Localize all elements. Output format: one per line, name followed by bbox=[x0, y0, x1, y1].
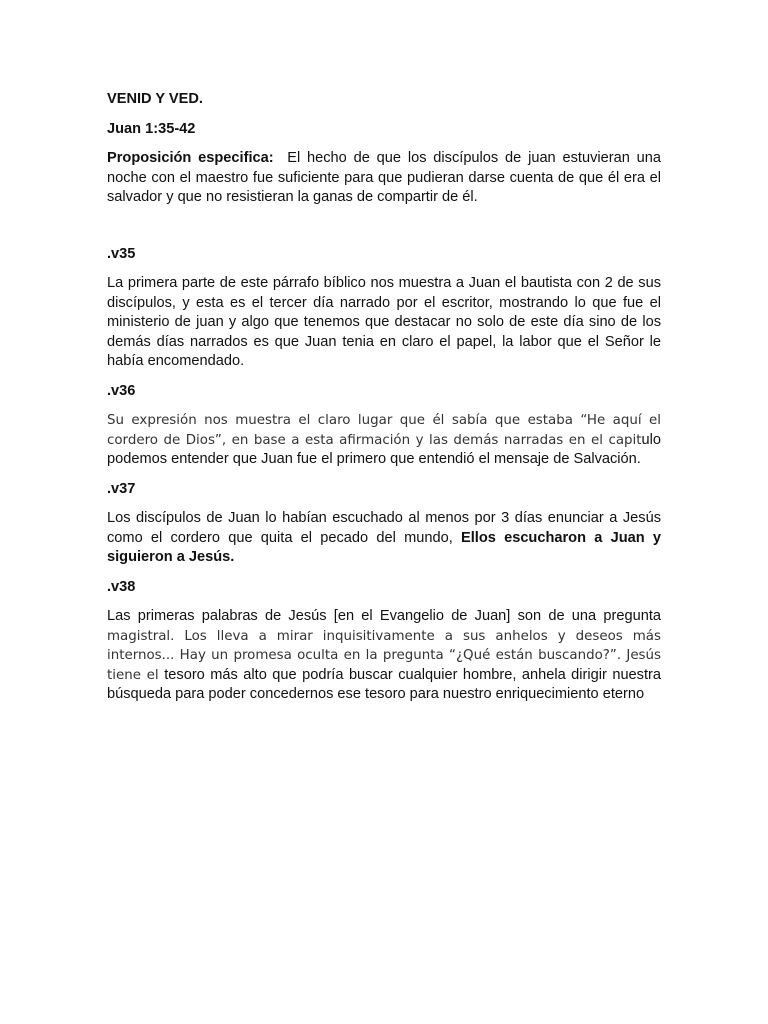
proposition-paragraph bbox=[107, 149, 661, 208]
scripture-reference: Juan 1:35-42 bbox=[107, 120, 196, 137]
verse-36-text: ulo podemos entender que Juan fue el primero que entendió el mensaje de Salvación. bbox=[107, 431, 661, 467]
verse-paragraph-36 bbox=[107, 411, 661, 470]
document-page bbox=[107, 90, 661, 715]
verse-heading-38: .v38 bbox=[107, 578, 136, 595]
verse-paragraph-37 bbox=[107, 509, 661, 568]
verse-36-light-text: Su expresión nos muestra el claro lugar que él sabía que estaba “He aquí el cordero de Dios”, en base a esta afirmación y las demás narradas en el capit bbox=[107, 413, 661, 448]
verse-heading-35: .v35 bbox=[107, 245, 136, 262]
proposition-text: El hecho de que los discípulos de juan estuvieran una noche con el maestro fue suficiente para que pudieran darse cuenta de que él era el salvador y que no resistieran la ganas de compartir de él. bbox=[107, 150, 661, 205]
verse-37-bold-text: Ellos escucharon a Juan y siguieron a Jesús. bbox=[107, 529, 661, 565]
verse-38-light-text: magistral. Los lleva a mirar inquisitivamente a sus anhelos y deseos más internos... Hay un promesa oculta en la pregunta “¿Qué están buscando?”. Jesús tiene el bbox=[107, 628, 661, 683]
verse-37-text: Los discípulos de Juan lo habían escuchado al menos por 3 días enunciar a Jesús como el cordero que quita el pecado del mundo, bbox=[107, 510, 661, 546]
verse-38-text: Las primeras palabras de Jesús [en el Evangelio de Juan] son de una pregunta bbox=[107, 608, 661, 624]
document-title: VENID Y VED. bbox=[107, 91, 203, 107]
verse-paragraph-35: La primera parte de este párrafo bíblico nos muestra a Juan el bautista con 2 de sus discípulos, y esta es el tercer día narrado por el escritor, mostrando lo que fue el ministerio de juan y algo que tenemos que destacar no solo de este día sino de los demás días narrados es que Juan tenia en claro el papel, la labor que el Señor le había encomendado. bbox=[107, 275, 661, 369]
proposition-label: Proposición especifica: bbox=[107, 150, 274, 166]
verse-heading-36: .v36 bbox=[107, 382, 136, 399]
verse-38-end-text: tesoro más alto que podría buscar cualquier hombre, anhela dirigir nuestra búsqueda para poder concedernos ese tesoro para nuestro enriquecimiento eterno bbox=[107, 666, 661, 702]
verse-heading-37: .v37 bbox=[107, 480, 136, 497]
verse-paragraph-38 bbox=[107, 607, 661, 705]
